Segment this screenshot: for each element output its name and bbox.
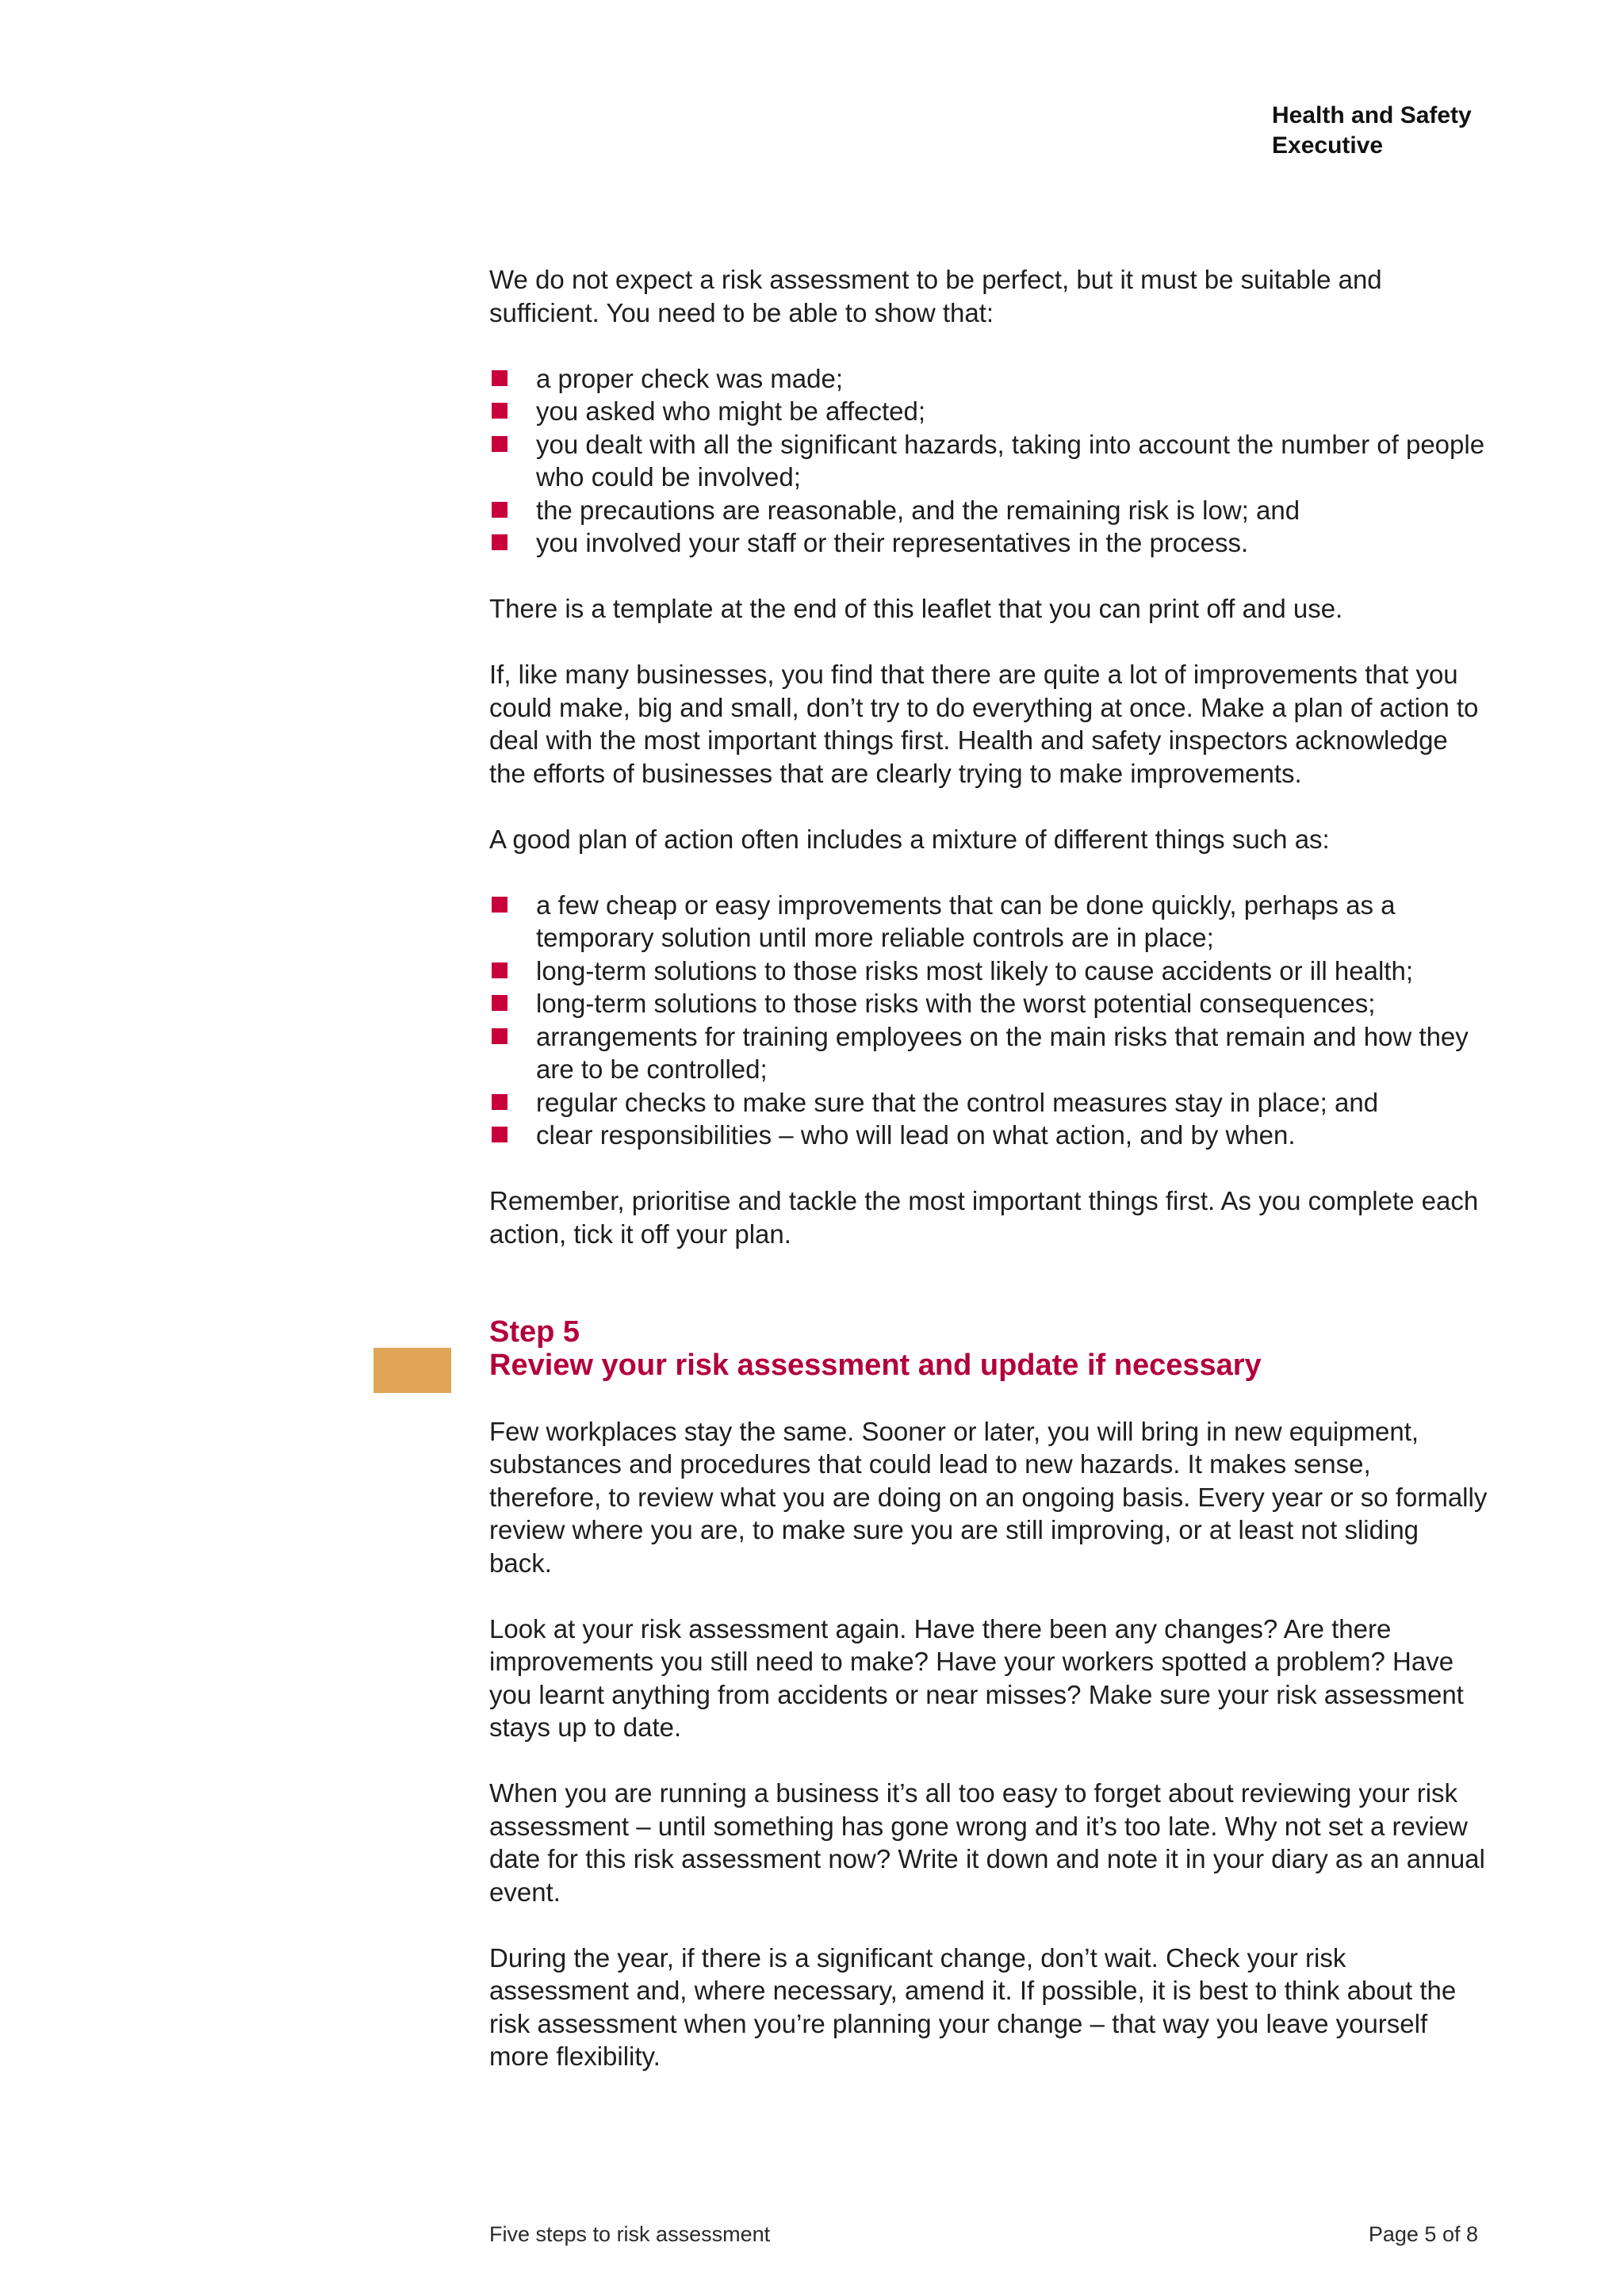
footer-document-title: Five steps to risk assessment [489, 2222, 771, 2246]
assessment-checklist [489, 362, 1488, 560]
list-item: arrangements for training employees on the main risks that remain and how they are to be controlled; [489, 1020, 1488, 1086]
step5-title: Review your risk assessment and update if necessary [489, 1348, 1262, 1382]
list-item: a proper check was made; [489, 362, 1488, 396]
square-bullet-icon [492, 1094, 508, 1110]
step5-paragraph-significant-change: During the year, if there is a significant change, don’t wait. Check your risk assessment and, where necessary, amend it. If possible, it is best to think about the risk assessment when you’re planning your change – that way you leave yourself more flexibility. [489, 1942, 1457, 2071]
square-bullet-icon [492, 403, 508, 419]
square-bullet-icon [492, 436, 508, 452]
organisation-name [1272, 101, 1472, 161]
page-content [489, 263, 1488, 2106]
list-item: clear responsibilities – who will lead on what action, and by when. [489, 1119, 1488, 1152]
square-bullet-icon [492, 534, 508, 550]
square-bullet-icon [492, 1028, 508, 1044]
step-marker-block [373, 1348, 451, 1393]
square-bullet-icon [492, 962, 508, 978]
square-bullet-icon [492, 1127, 508, 1142]
list-item: you involved your staff or their representatives in the process. [489, 526, 1488, 560]
organisation-name-line1: Health and Safety [1272, 102, 1472, 128]
improvements-paragraph: If, like many businesses, you find that there are quite a lot of improvements that you could make, big and small, don’t try to do everything at once. Make a plan of action to deal with the most important things first. Health and safety inspectors acknowledge the efforts of businesses that are clearly trying to make improvements. [489, 660, 1479, 788]
step5-paragraph-changes: Few workplaces stay the same. Sooner or later, you will bring in new equipment, substances and procedures that could lead to new hazards. It makes sense, therefore, to review what you are doing on an ongoing basis. Every year or so formally review where you are, to make sure you are still improving, or at least not sliding back. [489, 1416, 1488, 1578]
list-item: long-term solutions to those risks with the worst potential consequences; [489, 987, 1488, 1020]
list-item: regular checks to make sure that the control measures stay in place; and [489, 1086, 1488, 1119]
list-item: you dealt with all the significant hazards, taking into account the number of people who could be involved; [489, 428, 1488, 494]
template-note: There is a template at the end of this leaflet that you can print off and use. [489, 594, 1343, 623]
square-bullet-icon [492, 995, 508, 1011]
step5-paragraph-review: Look at your risk assessment again. Have there been any changes? Are there improvements you still need to make? Have your workers spotted a problem? Have you learnt anything from accidents or near misses? Make sure your risk assessment stays up to date. [489, 1613, 1464, 1742]
organisation-name-line2: Executive [1272, 132, 1384, 159]
step5-paragraph-review-date: When you are running a business it’s all too easy to forget about reviewing your risk assessment – until something has gone wrong and it’s too late. Why not set a review date for this risk assessment now? Write it down and note it in your diary as an annual event. [489, 1778, 1485, 1907]
action-plan-list [489, 889, 1488, 1152]
section-spacer [489, 1284, 1488, 1317]
list-item: a few cheap or easy improvements that can be done quickly, perhaps as a temporary solution until more reliable controls are in place; [489, 889, 1488, 955]
list-item: the precautions are reasonable, and the remaining risk is low; and [489, 494, 1488, 527]
list-item: long-term solutions to those risks most likely to cause accidents or ill health; [489, 955, 1488, 988]
remember-paragraph: Remember, prioritise and tackle the most important things first. As you complete each action, tick it off your plan. [489, 1186, 1479, 1249]
list-item: you asked who might be affected; [489, 395, 1488, 428]
square-bullet-icon [492, 370, 508, 386]
square-bullet-icon [492, 897, 508, 913]
footer-page-number: Page 5 of 8 [1368, 2222, 1478, 2246]
step5-heading [489, 1316, 1488, 1382]
step5-label: Step 5 [489, 1315, 580, 1349]
square-bullet-icon [492, 502, 508, 518]
intro-paragraph: We do not expect a risk assessment to be perfect, but it must be suitable and sufficient. You need to be able to show that: [489, 265, 1382, 327]
plan-intro: A good plan of action often includes a mixture of different things such as: [489, 824, 1330, 854]
